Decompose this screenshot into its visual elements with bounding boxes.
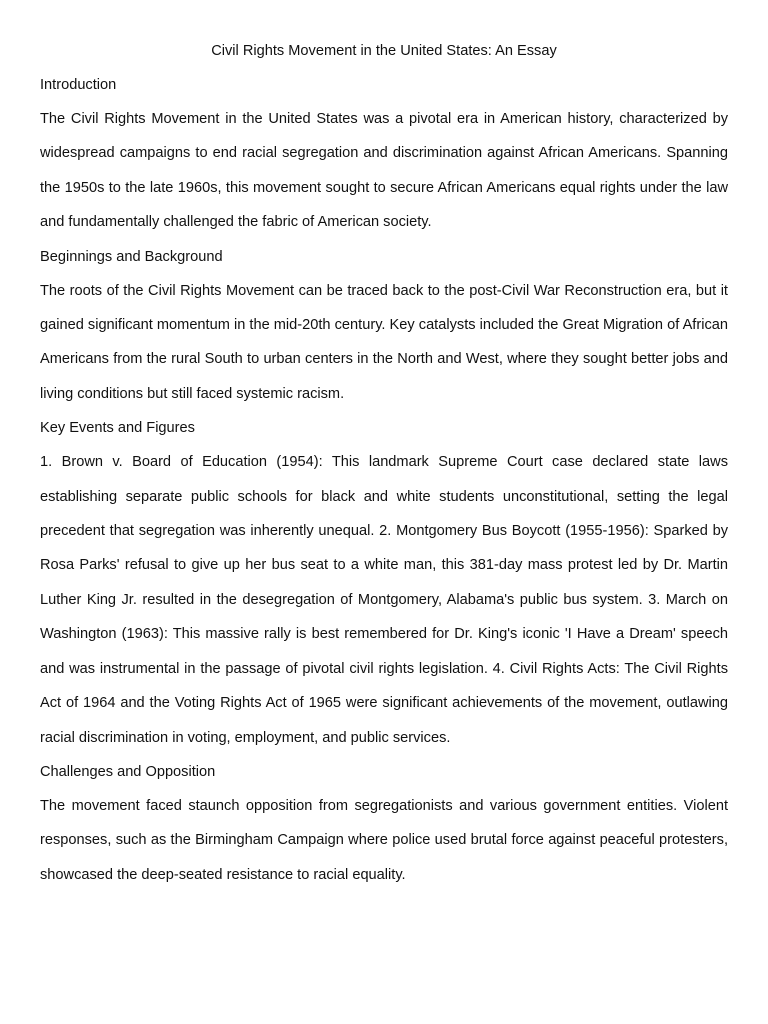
section-body-key-events: 1. Brown v. Board of Education (1954): This landmark Supreme Court case declared state laws establishing separate public schools for black and white students unconstitutional, setting the legal precedent that segregation was inherently unequal. 2. Montgomery Bus Boycott (1955-1956): Sparked by Rosa Parks' refusal to give up her bus seat to a white man, this 381-day mass protest led by Dr. Martin Luther King Jr. resulted in the desegregation of Montgomery, Alabama's public bus system. 3. March on Washington (1963): This massive rally is best remembered for Dr. King's iconic 'I Have a Dream' speech and was instrumental in the passage of pivotal civil rights legislation. 4. Civil Rights Acts: The Civil Rights Act of 1964 and the Voting Rights Act of 1965 were significant achievements of the movement, outlawing racial discrimination in voting, employment, and public services. bbox=[40, 454, 728, 746]
section-body-beginnings: The roots of the Civil Rights Movement can be traced back to the post-Civil War Reconstruction era, but it gained significant momentum in the mid-20th century. Key catalysts included the Great Migration of African Americans from the rural South to urban centers in the North and West, where they sought better jobs and living conditions but still faced systemic racism. bbox=[40, 282, 728, 402]
document-page bbox=[40, 40, 728, 898]
section-body-challenges: The movement faced staunch opposition from segregationists and various government entities. Violent responses, such as the Birmingham Campaign where police used brutal force against peaceful protesters, showcased the deep-seated resistance to racial equality. bbox=[40, 797, 728, 883]
section-heading-beginnings: Beginnings and Background bbox=[40, 248, 223, 265]
section-heading-introduction: Introduction bbox=[40, 77, 117, 93]
section-heading-key-events: Key Events and Figures bbox=[40, 420, 195, 437]
document-title: Civil Rights Movement in the United States: An Essay bbox=[211, 43, 557, 59]
section-body-introduction: The Civil Rights Movement in the United States was a pivotal era in American history, characterized by widespread campaigns to end racial segregation and discrimination against African Americans. Spanning the 1950s to the late 1960s, this movement sought to secure African Americans equal rights under the law and fundamentally challenged the fabric of American society. bbox=[40, 111, 728, 231]
section-heading-challenges: Challenges and Opposition bbox=[40, 763, 216, 780]
